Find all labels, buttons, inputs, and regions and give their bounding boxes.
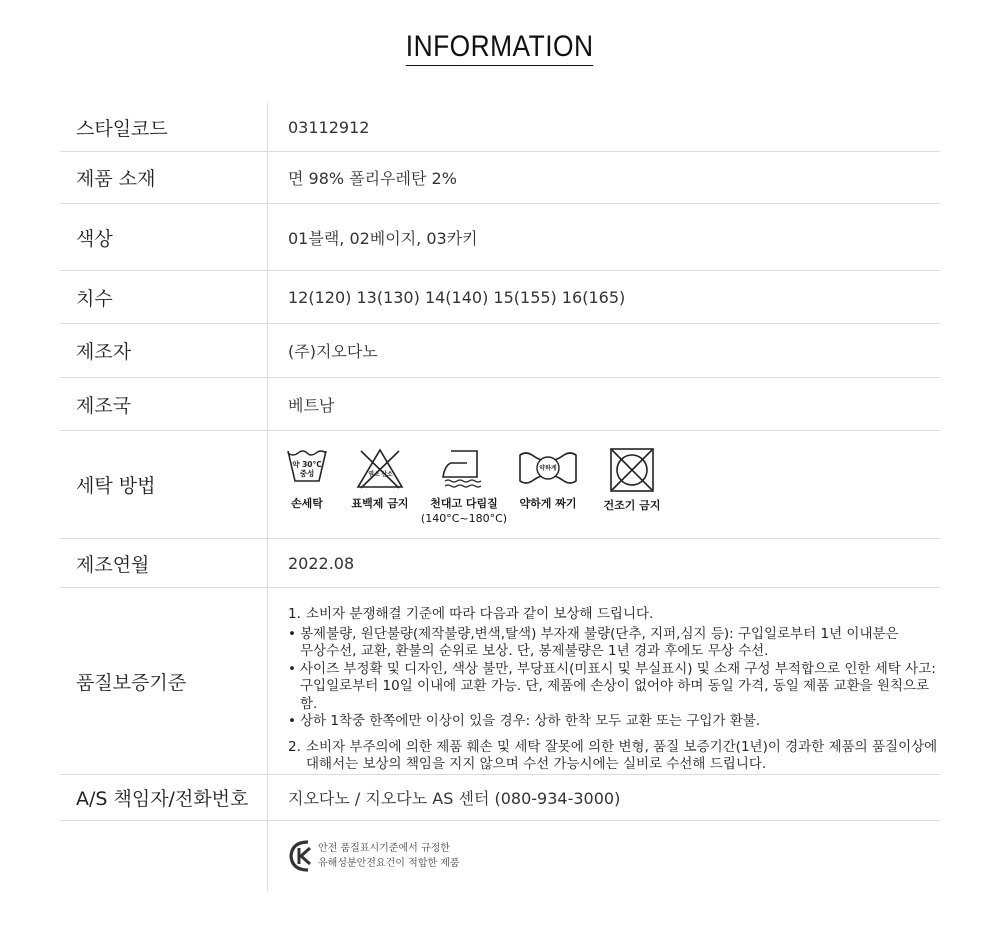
- care-no-dry-label: 건조기 금지: [603, 499, 661, 512]
- value-kc: [268, 821, 940, 891]
- row-quality: [60, 588, 940, 775]
- value-date: 2022.08: [288, 553, 355, 573]
- kc-text: [318, 841, 460, 871]
- quality-bullet-1-line-1: 봉제불량, 원단불량(제작불량,변색,탈색) 부자재 불량(단추, 지퍼,심지 등): 구입일로부터 1년 이내분은: [300, 625, 899, 642]
- care-iron: [419, 447, 509, 525]
- hand-wash-temp: 약 30°C: [292, 460, 322, 469]
- label-material: 제품 소재: [60, 152, 268, 203]
- quality-item-2: [288, 739, 940, 774]
- care-hand-wash: [285, 447, 329, 511]
- quality-bullet-2: [288, 661, 940, 714]
- label-style-code: 스타일코드: [60, 103, 268, 151]
- row-as: [60, 775, 940, 821]
- kc-text-line-2: 유해성분안전요건이 적합한 제품: [318, 858, 460, 869]
- value-country: 베트남: [288, 395, 335, 415]
- label-maker: 제조자: [60, 324, 268, 377]
- label-country: 제조국: [60, 378, 268, 430]
- care-iron-label: 천대고 다림질: [430, 497, 498, 510]
- care-wring: [513, 447, 583, 511]
- kc-text-line-1: 안전 품질표시기준에서 규정한: [318, 843, 450, 854]
- quality-item-2-num: 2.: [288, 738, 301, 755]
- quality-item-2-text: [306, 739, 937, 774]
- care-no-dry: [597, 447, 667, 513]
- row-kc: [60, 821, 940, 891]
- no-bleach-chlorine: 염소: [368, 471, 380, 478]
- kc-mark: [288, 835, 460, 873]
- label-washing: 세탁 방법: [60, 431, 268, 538]
- value-as: 지오다노 / 지오다노 AS 센터 (080-934-3000): [288, 789, 621, 808]
- value-maker: (주)지오다노: [288, 342, 378, 361]
- quality-bullet-1-line-2: 무상수선, 교환, 환불의 순위로 보상. 단, 봉제불량은 1년 경과 후에도 무상 수선.: [300, 643, 769, 659]
- value-material: 면 98% 폴리우레탄 2%: [288, 169, 457, 188]
- value-size: 12(120) 13(130) 14(140) 15(155) 16(165): [288, 287, 626, 307]
- row-date: [60, 539, 940, 588]
- row-maker: [60, 324, 940, 378]
- label-date: 제조연월: [60, 539, 268, 587]
- wring-icon: [518, 447, 578, 489]
- wring-icon-text: 약하게: [539, 465, 557, 472]
- care-icons: [288, 431, 667, 538]
- value-washing: [268, 431, 940, 538]
- no-bleach-icon: [355, 447, 405, 489]
- row-style-code: [60, 103, 940, 152]
- quality-bullet-2-line-2: 구입일로부터 10일 이내에 교환 가능. 단, 제품에 손상이 없어야 하며 동일 가격, 동일 제품 교환을 원칙으로 함.: [300, 678, 930, 712]
- hand-wash-neutral: 중성: [299, 469, 315, 478]
- care-iron-sub: (140°C~180°C): [420, 512, 508, 525]
- page-title: [0, 30, 1000, 66]
- bullet-mark: •: [288, 660, 296, 677]
- no-tumble-dry-icon: [609, 447, 655, 493]
- value-style-code: 03112912: [288, 117, 370, 137]
- quality-item-1-text: 소비자 분쟁해결 기준에 따라 다음과 같이 보상해 드립니다.: [306, 606, 654, 622]
- quality-bullet-2-line-1: 사이즈 부정확 및 디자인, 색상 불만, 부당표시(미표시 및 부실표시) 및 소재 구성 부적합으로 인한 세탁 사고:: [300, 660, 936, 677]
- quality-bullet-1-text: [300, 626, 899, 661]
- quality-item-1: [288, 606, 940, 624]
- quality-bullet-2-text: [300, 661, 940, 714]
- bullet-mark: •: [288, 625, 296, 642]
- quality-item-2-line-2: 대해서는 보상의 책임을 지지 않으며 수선 가능시에는 실비로 수선해 드립니다.: [306, 756, 767, 772]
- label-as: A/S 책임자/전화번호: [60, 775, 268, 820]
- quality-item-2-line-1: 소비자 부주의에 의한 제품 훼손 및 세탁 잘못에 의한 변형, 품질 보증기간(1년)이 경과한 제품의 품질이상에: [306, 738, 938, 755]
- care-wring-label: 약하게 짜기: [519, 497, 577, 510]
- iron-icon: [439, 447, 489, 489]
- care-no-bleach: [345, 447, 415, 511]
- row-color: [60, 204, 940, 271]
- hand-wash-icon: [285, 447, 329, 489]
- label-color: 색상: [60, 204, 268, 270]
- kc-certification-icon: [288, 839, 314, 873]
- row-size: [60, 271, 940, 324]
- row-washing: [60, 431, 940, 539]
- label-quality: 품질보증기준: [60, 588, 268, 774]
- info-table: [60, 103, 940, 891]
- care-no-bleach-label: 표백제 금지: [351, 497, 409, 510]
- quality-bullet-3: [288, 713, 940, 731]
- quality-bullet-3-text: 상하 1착중 한쪽에만 이상이 있을 경우: 상하 한착 모두 교환 또는 구입가 환불.: [300, 713, 761, 729]
- label-size: 치수: [60, 271, 268, 323]
- quality-bullet-1: [288, 626, 940, 661]
- value-color: 01블랙, 02베이지, 03카키: [288, 228, 478, 248]
- row-country: [60, 378, 940, 431]
- row-material: [60, 152, 940, 204]
- quality-text: [268, 588, 940, 774]
- page-title-text: INFORMATION: [406, 30, 594, 66]
- quality-item-1-num: 1.: [288, 606, 301, 622]
- care-hand-wash-label: 손세탁: [291, 497, 323, 510]
- label-kc: [60, 821, 268, 891]
- bullet-mark: •: [288, 713, 296, 729]
- no-bleach-oxygen: 산소: [381, 471, 393, 478]
